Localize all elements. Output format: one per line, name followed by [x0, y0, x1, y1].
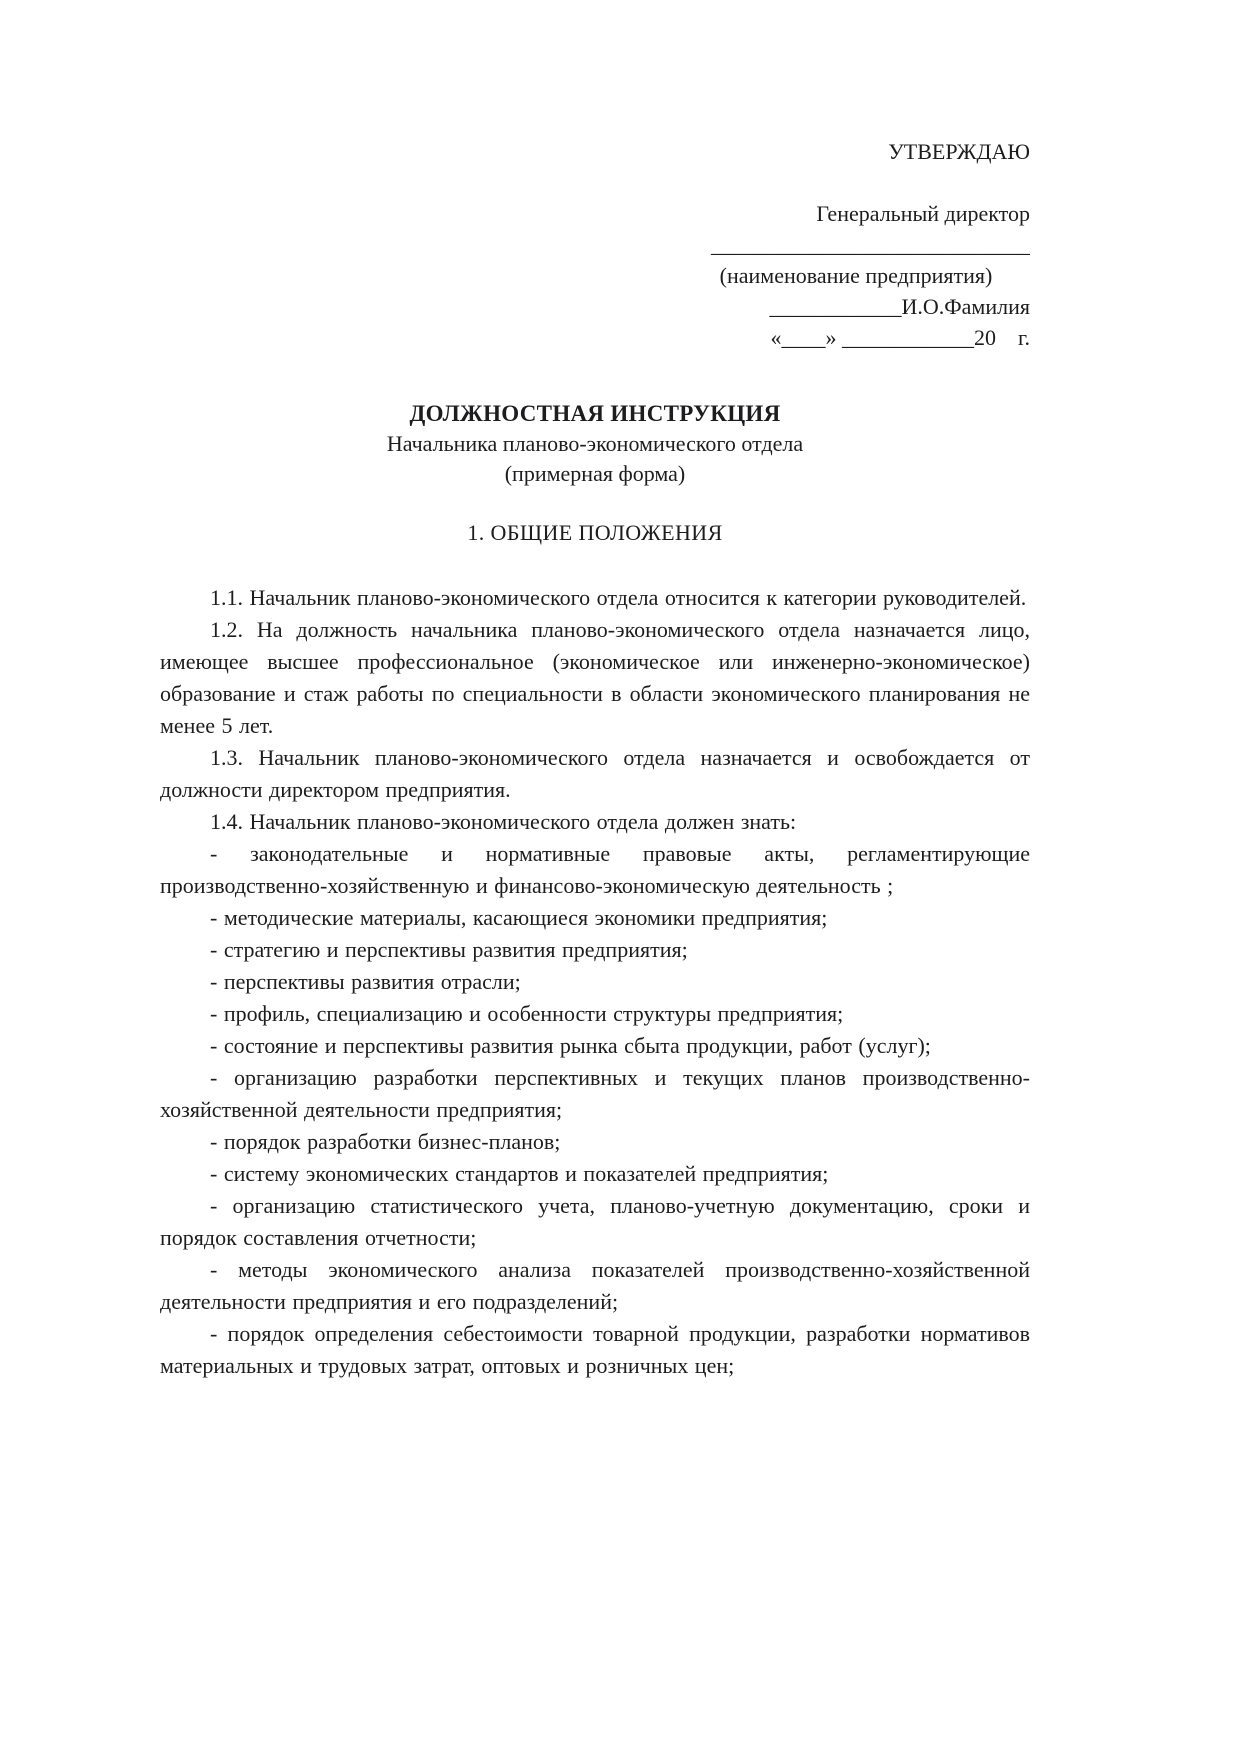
list-item: - методические материалы, касающиеся экономики предприятия;: [210, 905, 828, 930]
company-blank-line: _____________________________: [711, 232, 1030, 257]
document-subtitle: Начальника планово-экономического отдела: [386, 431, 804, 456]
list-item: - систему экономических стандартов и показателей предприятия;: [210, 1161, 829, 1186]
signature-line: ____________И.О.Фамилия: [769, 294, 1030, 319]
list-item: - профиль, специализацию и особенности структуры предприятия;: [210, 1001, 844, 1026]
list-item: - состояние и перспективы развития рынка сбыта продукции, работ (услуг);: [210, 1033, 931, 1058]
list-item: - порядок определения себестоимости товарной продукции, разработки нормативов материальных и трудовых затрат, оптовых и розничных цен;: [160, 1321, 1030, 1378]
date-line: «____» ____________20 г.: [770, 325, 1030, 350]
form-note: (примерная форма): [504, 461, 686, 486]
document-title: ДОЛЖНОСТНАЯ ИНСТРУКЦИЯ: [409, 401, 781, 426]
company-caption: (наименование предприятия): [719, 263, 993, 288]
list-item: - перспективы развития отрасли;: [210, 969, 521, 994]
list-item: - порядок разработки бизнес-планов;: [210, 1129, 561, 1154]
list-item: - законодательные и нормативные правовые акты, регламентирующие производственно-хозяйственную и финансово-экономическую деятельность ;: [160, 841, 1030, 898]
paragraph-1-2: 1.2. На должность начальника планово-экономического отдела назначается лицо, имеющее высшее профессиональное (экономическое или инженерно-экономическое) образование и стаж работы по специальности в области экономического планирования не менее 5 лет.: [160, 617, 1030, 738]
paragraph-1-3: 1.3. Начальник планово-экономического отдела назначается и освобождается от должности директором предприятия.: [160, 745, 1030, 802]
paragraph-1-4: 1.4. Начальник планово-экономического отдела должен знать:: [210, 809, 797, 834]
approver-title: Генеральный директор: [816, 201, 1030, 226]
list-item: - стратегию и перспективы развития предприятия;: [210, 937, 688, 962]
approved-label: УТВЕРЖДАЮ: [888, 139, 1030, 164]
paragraph-1-1: 1.1. Начальник планово-экономического отдела относится к категории руководителей.: [210, 585, 1027, 610]
list-item: - методы экономического анализа показателей производственно-хозяйственной деятельности предприятия и его подразделений;: [160, 1257, 1030, 1314]
approval-block: [682, 136, 1030, 353]
list-item: - организацию разработки перспективных и текущих планов производственно-хозяйственной деятельности предприятия;: [160, 1065, 1030, 1122]
section-heading: 1. ОБЩИЕ ПОЛОЖЕНИЯ: [467, 520, 723, 545]
section-body: [160, 582, 1030, 1382]
title-block: [160, 399, 1030, 489]
list-item: - организацию статистического учета, планово-учетную документацию, сроки и порядок составления отчетности;: [160, 1193, 1030, 1250]
